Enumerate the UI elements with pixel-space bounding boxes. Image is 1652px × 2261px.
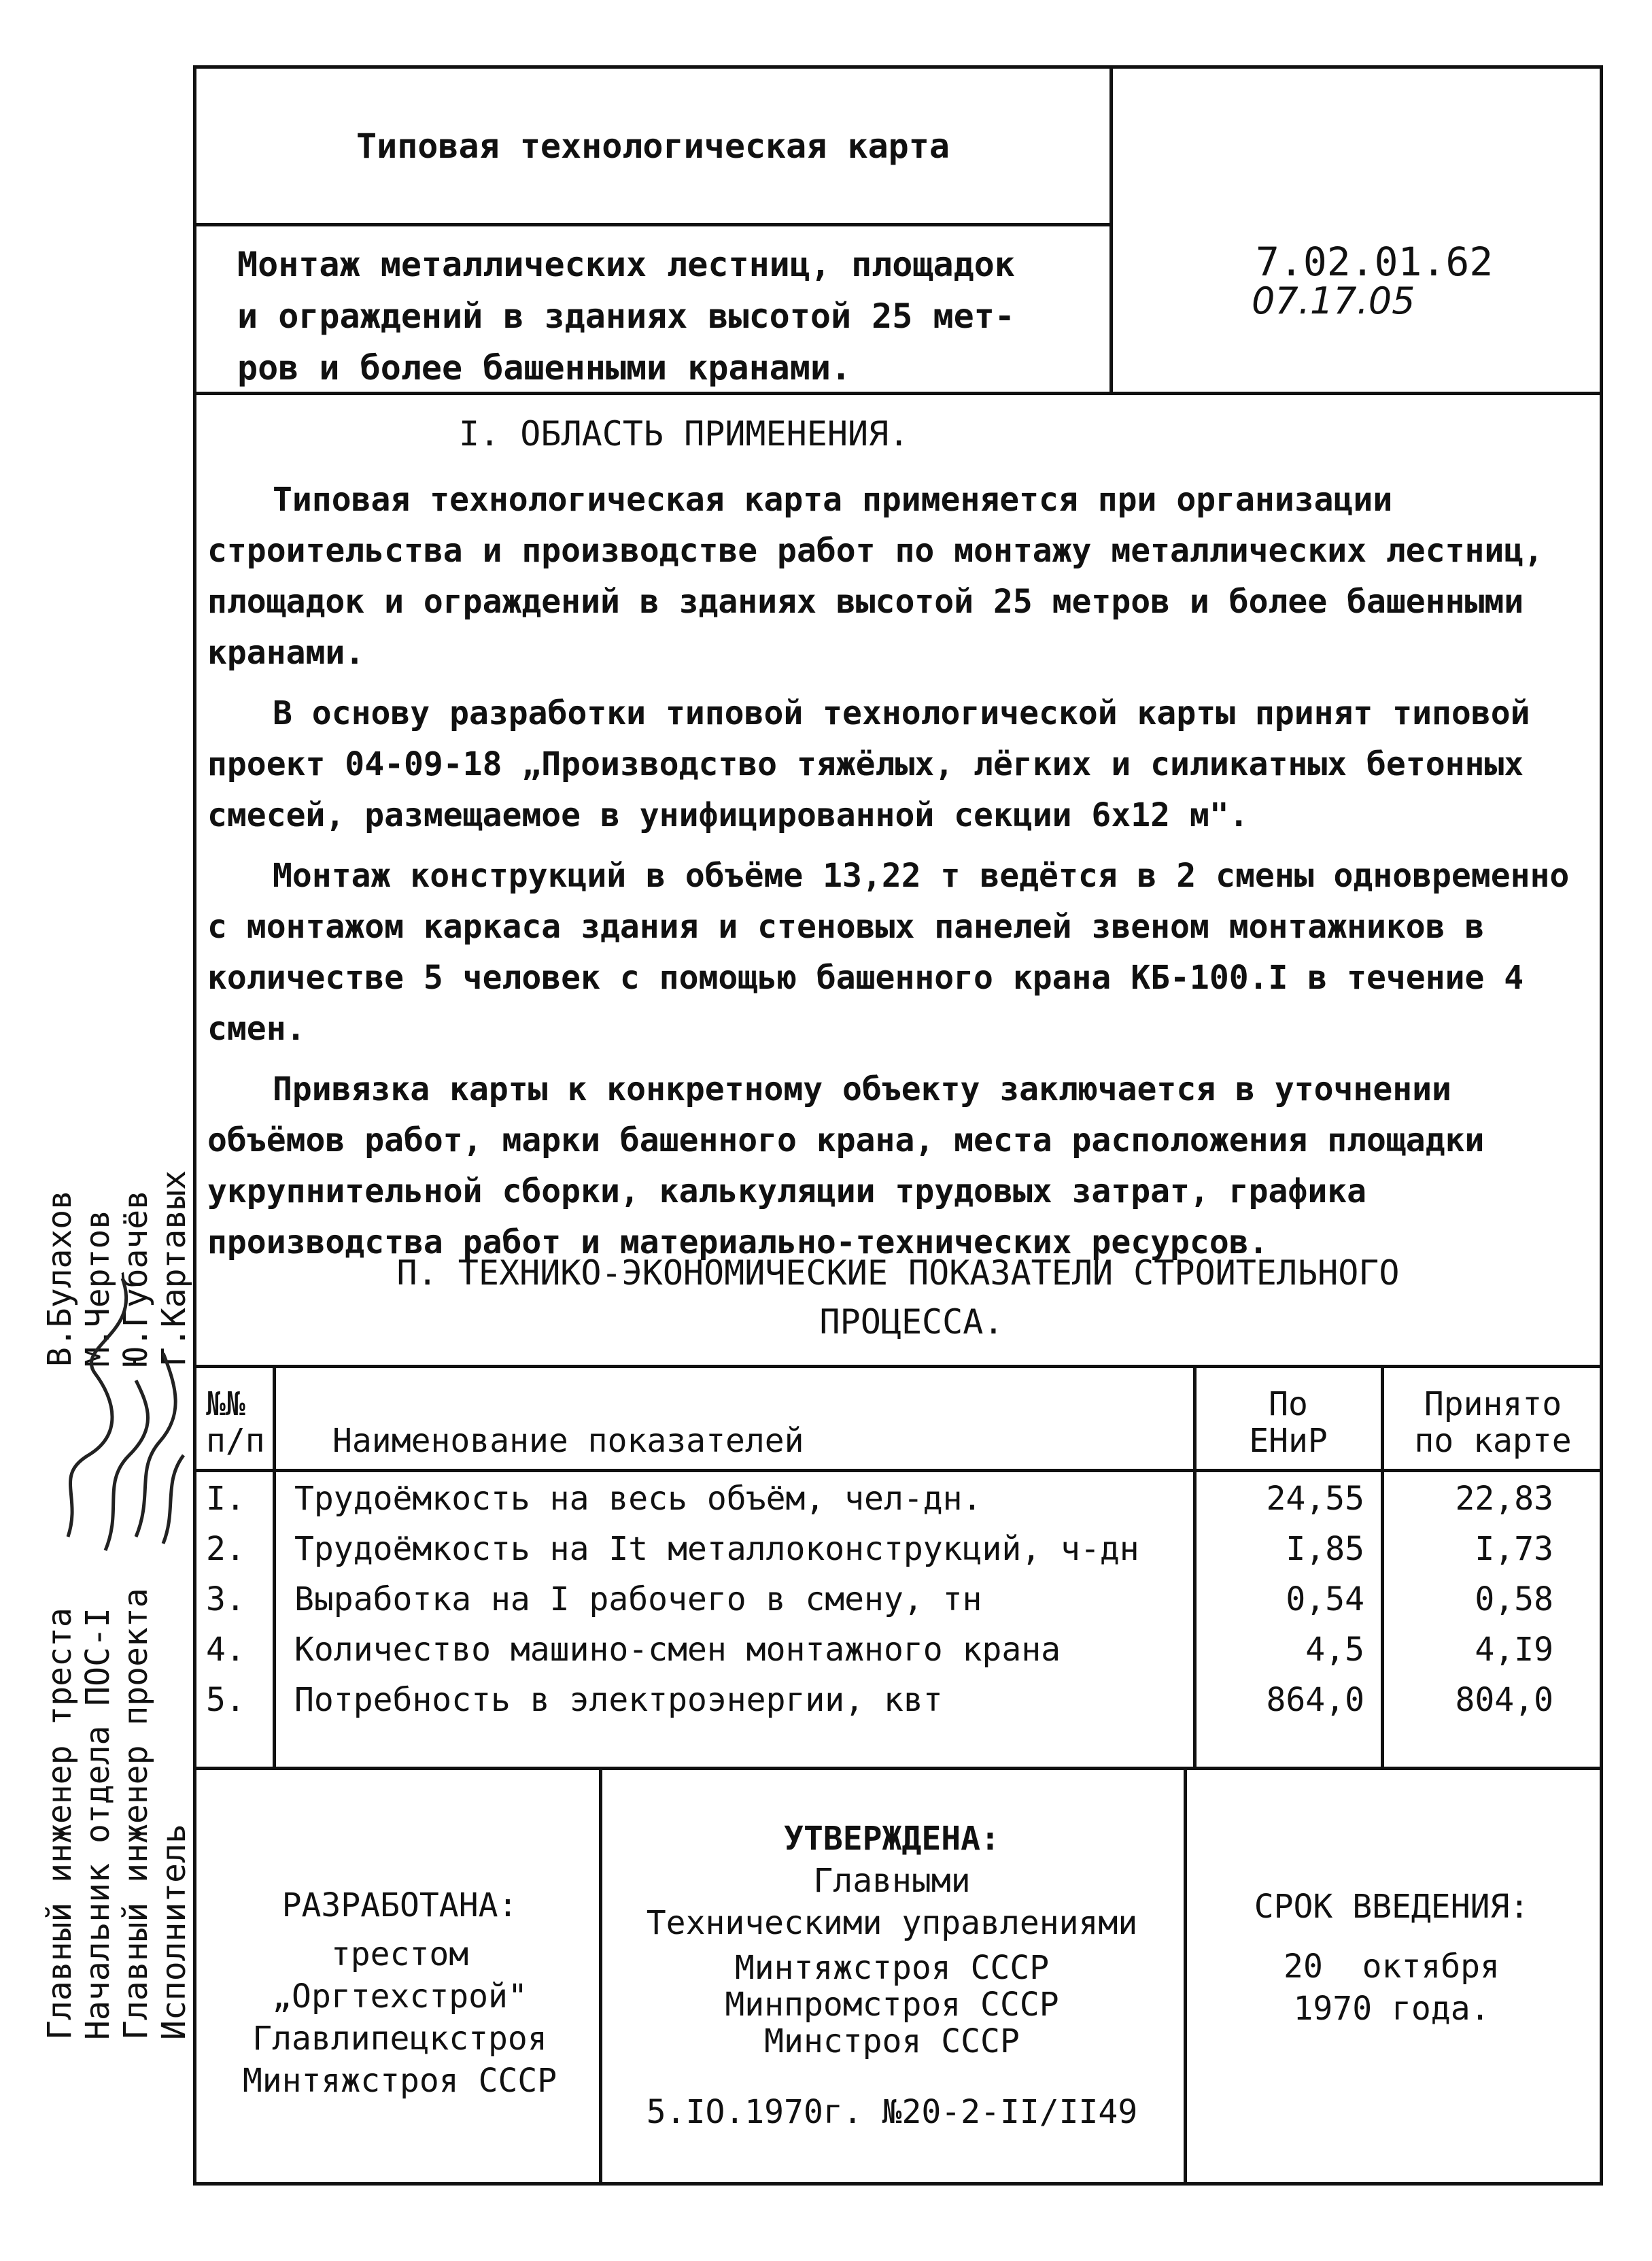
- table-row: [196, 1526, 1600, 1576]
- indicators-table: [196, 1365, 1600, 1770]
- approved-block: [603, 1770, 1181, 2182]
- approved-line: УТВЕРЖДЕНА:: [784, 1820, 1000, 1858]
- handwritten-signatures: [41, 1251, 190, 1578]
- row-num: 3.: [206, 1580, 245, 1618]
- row-card: 22,83: [1455, 1480, 1553, 1518]
- header-num-line: №№: [206, 1385, 245, 1423]
- row-card: 4,I9: [1475, 1631, 1553, 1669]
- header-card: [1388, 1386, 1598, 1459]
- side-name: Ю.Губачёв: [117, 1189, 155, 1367]
- term-line: СРОК ВВЕДЕНИЯ:: [1254, 1888, 1530, 1926]
- developed-line: „Оргтехстрой": [272, 1977, 528, 2016]
- section-2-title-line: П. ТЕХНИКО-ЭКОНОМИЧЕСКИЕ ПОКАЗАТЕЛИ СТРОИТЕЛЬНОГО: [396, 1253, 1400, 1293]
- row-num: 4.: [206, 1631, 245, 1669]
- side-position: Главный инженер треста: [41, 1608, 79, 2040]
- row-name: Выработка на I рабочего в смену, тн: [294, 1580, 982, 1618]
- approved-line: Минтяжстроя СССР: [734, 1949, 1050, 1987]
- section-1: [207, 409, 1594, 1268]
- section-2-title: [196, 1248, 1600, 1346]
- row-card: 804,0: [1455, 1681, 1553, 1719]
- side-name: Г.Картавых: [155, 1170, 193, 1367]
- developed-line: Минтяжстроя СССР: [242, 2062, 557, 2100]
- side-position: Начальник отдела ПОС-I: [79, 1608, 117, 2040]
- row-num: 5.: [206, 1681, 245, 1719]
- developed-line: трестом: [330, 1935, 469, 1973]
- footer-divider: [599, 1770, 602, 2182]
- paragraph: В основу разработки типовой технологической карты принят типовой проект 04-09-18 „Производство тяжёлых, лёгких и силикатных бетонных смесей, размещаемое в унифицированной секции 6x12 м".: [207, 694, 1530, 834]
- document-subtitle: [237, 239, 1094, 394]
- developed-line: РАЗРАБОТАНА:: [281, 1886, 518, 1924]
- row-card: 0,58: [1475, 1580, 1553, 1618]
- paragraph: Привязка карты к конкретному объекту заключается в уточнении объёмов работ, марки башенного крана, места расположения площадки укрупнительной сборки, калькуляции трудовых затрат, графика производства работ и материально-технических ресурсов.: [207, 1070, 1485, 1261]
- developed-block: [203, 1770, 596, 2182]
- header-enir-line: По: [1269, 1385, 1308, 1423]
- side-positions: [41, 1523, 193, 2040]
- row-enir: I,85: [1286, 1530, 1364, 1568]
- row-num: 2.: [206, 1530, 245, 1568]
- paragraph: Монтаж конструкций в объёме 13,22 т ведётся в 2 смены одновременно с монтажом каркаса здания и стеновых панелей звеном монтажников в количестве 5 человек с помощью башенного крана КБ-100.I в течение 4 смен.: [207, 857, 1570, 1048]
- side-position: Исполнитель: [155, 1824, 193, 2040]
- developed-line: Главлипецкстроя: [252, 2020, 547, 2058]
- term-line: 20 октября: [1284, 1948, 1500, 1986]
- header-num-line: п/п: [206, 1422, 265, 1460]
- subtitle-line: Монтаж металлических лестниц, площадок: [237, 245, 1015, 284]
- side-name: М.Чертов: [79, 1209, 117, 1367]
- row-name: Трудоёмкость на It металлоконструкций, ч-дн: [294, 1530, 1139, 1568]
- approved-line: Минстроя СССР: [764, 2022, 1020, 2060]
- footer: [196, 1770, 1600, 2182]
- table-row: [196, 1677, 1600, 1727]
- side-position: Главный инженер проекта: [117, 1588, 155, 2040]
- footer-divider: [1184, 1770, 1187, 2182]
- header-card-line: по карте: [1414, 1422, 1572, 1460]
- header-enir: [1200, 1386, 1377, 1459]
- document-code: 7.02.01.62: [1256, 239, 1494, 285]
- term-line: 1970 года.: [1293, 1990, 1490, 2028]
- section-1-title: I. ОБЛАСТЬ ПРИМЕНЕНИЯ.: [459, 414, 910, 454]
- header-left: [196, 69, 1113, 392]
- row-name: Потребность в электроэнергии, квт: [294, 1681, 943, 1719]
- approved-line: Минпромстроя СССР: [725, 1986, 1059, 2024]
- header-card-line: Принято: [1424, 1385, 1562, 1423]
- row-name: Количество машино-смен монтажного крана: [294, 1631, 1061, 1669]
- handwritten-code: 07.17.05: [1252, 279, 1415, 322]
- subtitle-line: и ограждений в зданиях высотой 25 мет-: [237, 296, 1015, 336]
- term-block: [1188, 1770, 1596, 2182]
- table-row: [196, 1576, 1600, 1627]
- row-name: Трудоёмкость на весь объём, чел-дн.: [294, 1480, 982, 1518]
- approval-number: 5.IO.1970г. №20-2-II/II49: [646, 2093, 1138, 2131]
- table-header-divider: [196, 1469, 1600, 1472]
- side-name: В.Булахов: [41, 1189, 79, 1367]
- header-enir-line: ЕНиР: [1249, 1422, 1328, 1460]
- table-row: [196, 1627, 1600, 1677]
- document-title: Типовая технологическая карта: [196, 69, 1109, 226]
- subtitle-line: ров и более башенными кранами.: [237, 348, 852, 388]
- row-card: I,73: [1475, 1530, 1553, 1568]
- table-row: [196, 1476, 1600, 1526]
- header-right: [1113, 69, 1600, 392]
- paragraph: Типовая технологическая карта применяется при организации строительства и производстве работ по монтажу металлических лестниц, площадок и ограждений в зданиях высотой 25 метров и более башенными кранами.: [207, 481, 1544, 672]
- row-enir: 864,0: [1266, 1681, 1364, 1719]
- row-enir: 0,54: [1286, 1580, 1364, 1618]
- section-2-title-line: ПРОЦЕССА.: [819, 1302, 1004, 1342]
- document-frame: [193, 65, 1603, 2186]
- header-divider: [196, 392, 1600, 395]
- header-num: [206, 1386, 265, 1459]
- approved-line: Главными: [813, 1862, 971, 1900]
- header-name: Наименование показателей: [332, 1422, 804, 1460]
- approved-line: Техническими управлениями: [646, 1904, 1138, 1942]
- row-num: I.: [206, 1480, 245, 1518]
- row-enir: 4,5: [1305, 1631, 1364, 1669]
- row-enir: 24,55: [1266, 1480, 1364, 1518]
